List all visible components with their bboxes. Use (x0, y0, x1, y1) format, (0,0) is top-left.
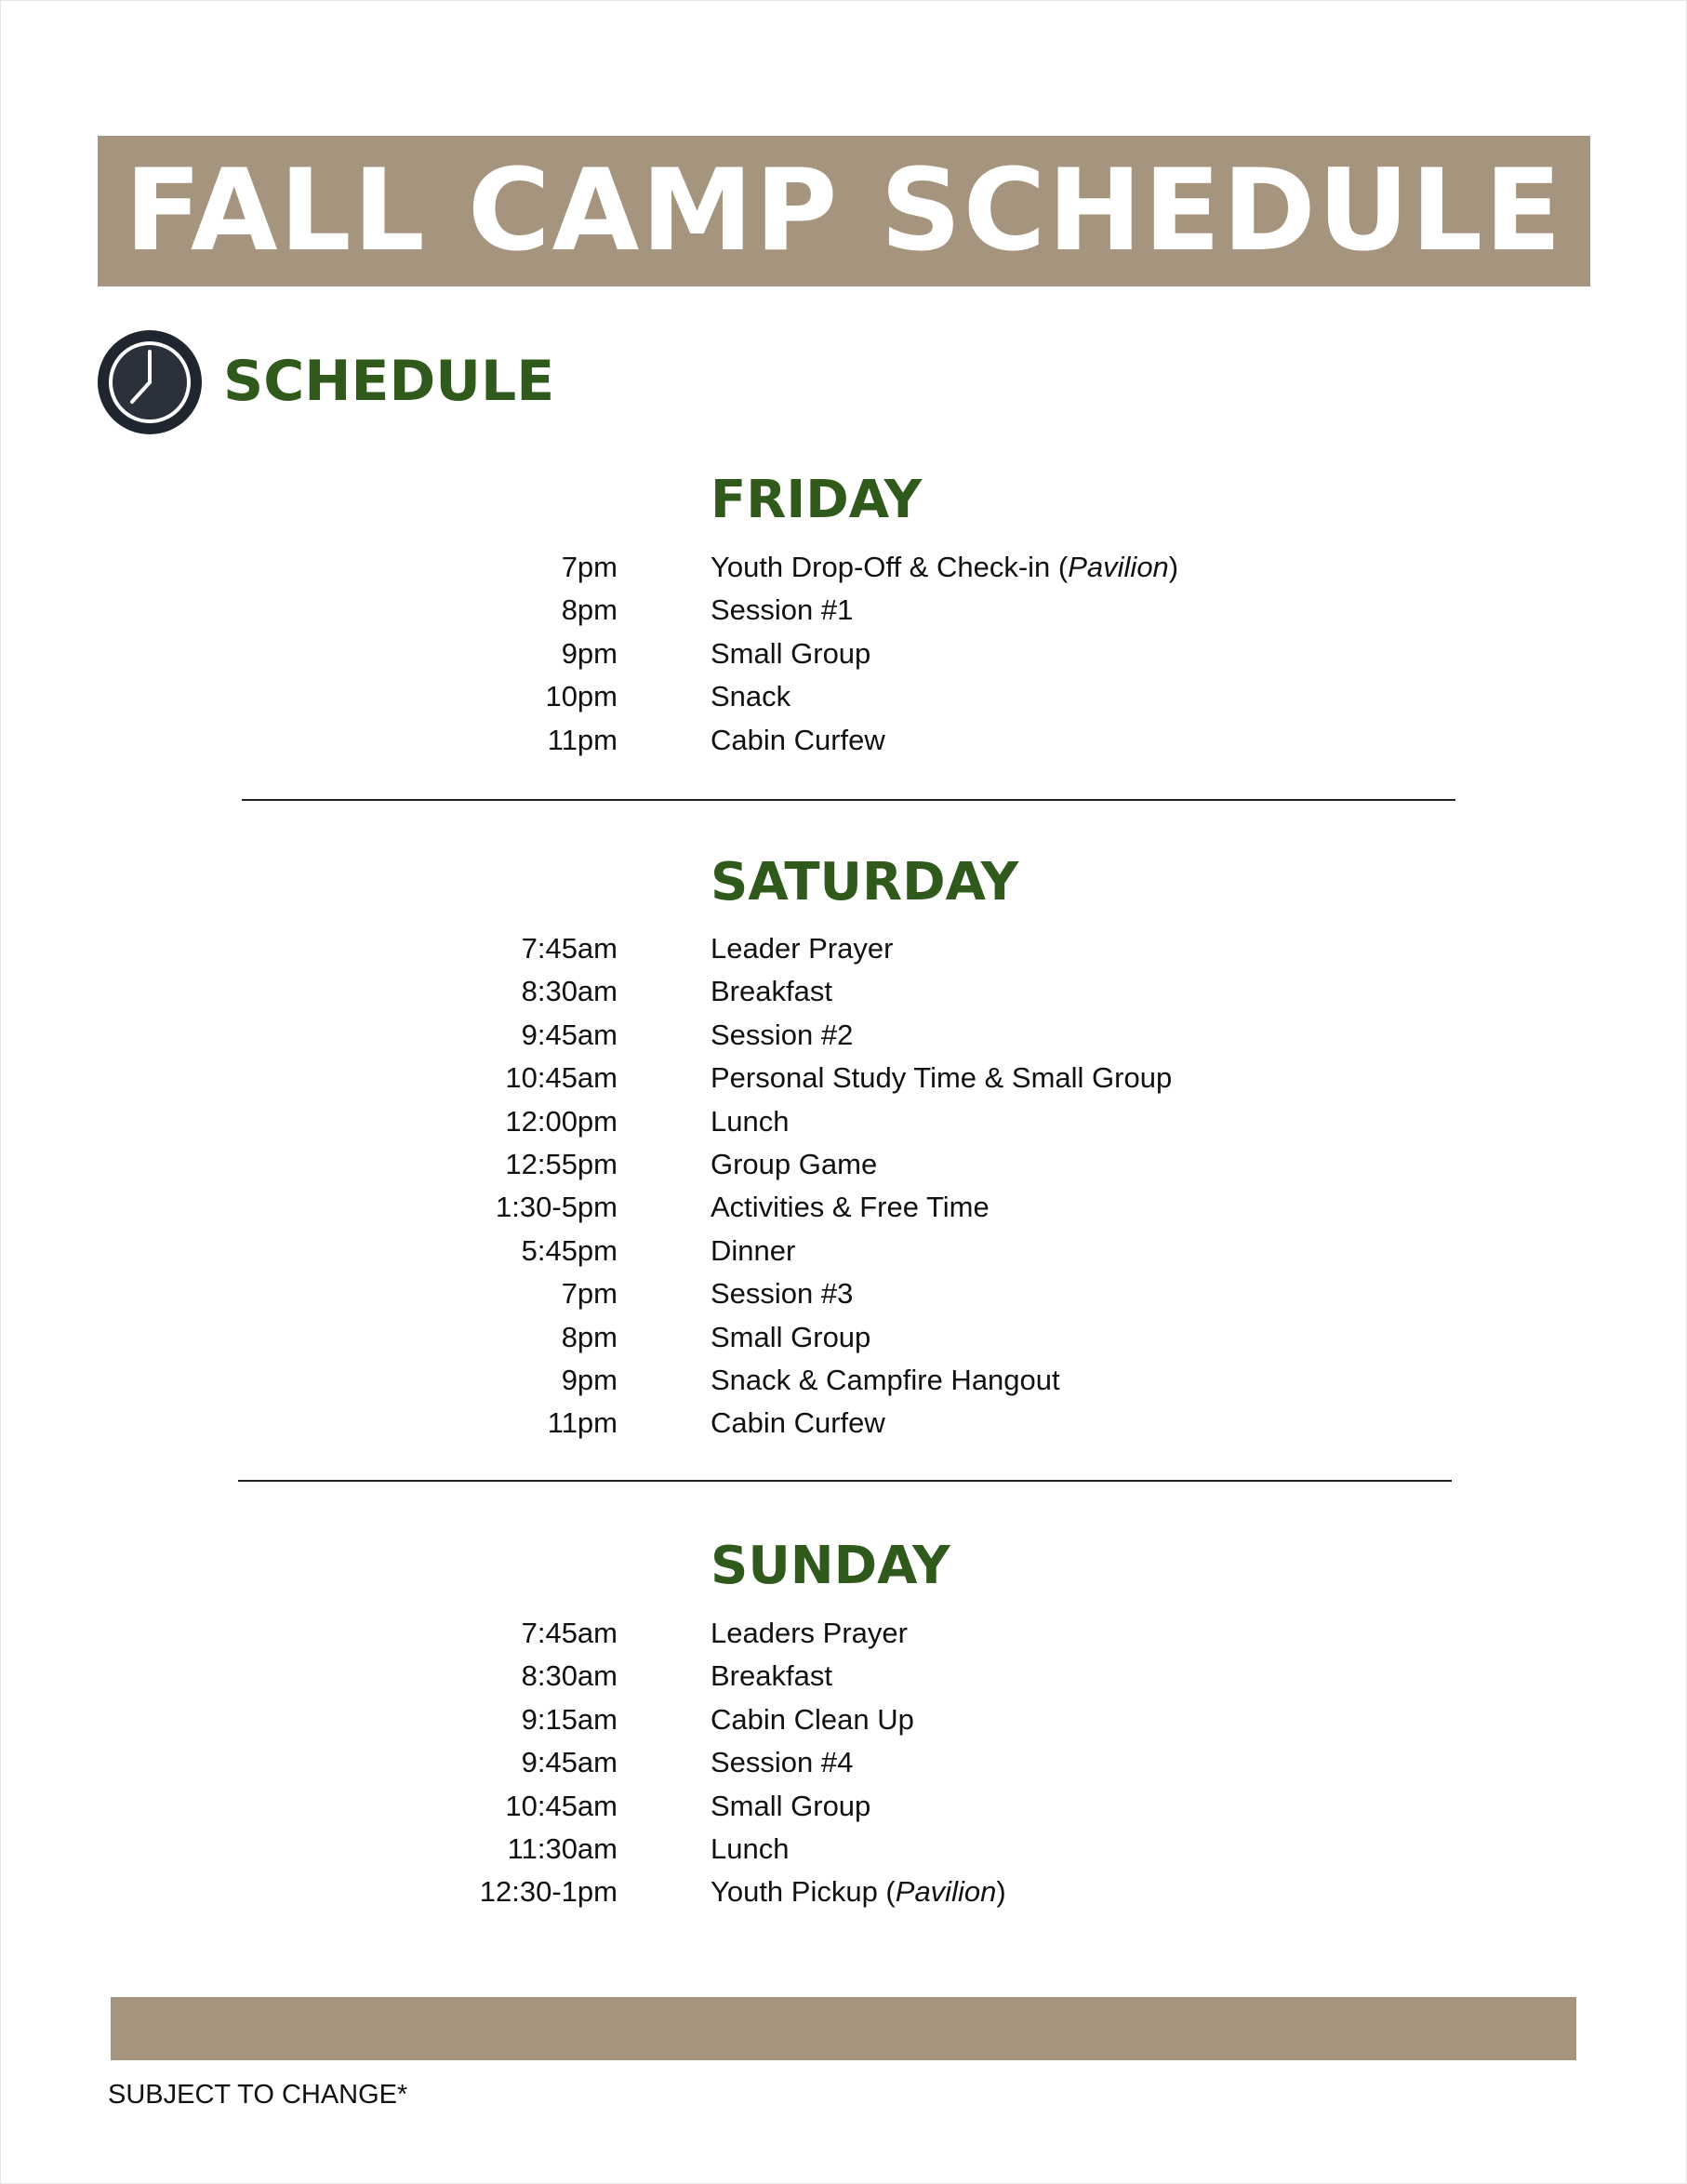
time-label: 10pm (545, 680, 618, 713)
event-label: Small Group (711, 636, 871, 670)
event-label: Breakfast (711, 975, 832, 1008)
schedule-row (0, 675, 1687, 718)
event-label: Activities & Free Time (711, 1191, 990, 1224)
event-label: Lunch (711, 1831, 790, 1865)
event-label: Personal Study Time & Small Group (711, 1061, 1173, 1095)
section-heading: SCHEDULE (223, 349, 555, 414)
time-label: 9pm (561, 1363, 618, 1396)
time-label: 8pm (561, 593, 618, 627)
saturday-schedule (0, 927, 1687, 1445)
time-label: 5:45pm (521, 1233, 618, 1267)
time-label: 8pm (561, 1320, 618, 1353)
event-label: Cabin Curfew (711, 723, 885, 756)
schedule-row (0, 1828, 1687, 1871)
time-label: 7pm (561, 551, 618, 583)
event-label: Snack (711, 680, 791, 713)
event-label: Lunch (711, 1104, 790, 1138)
time-label: 11pm (547, 1406, 618, 1440)
time-label: 7pm (561, 1277, 618, 1311)
time-label: 1:30-5pm (496, 1191, 618, 1224)
event-label: Cabin Curfew (711, 1406, 885, 1440)
page-title: FALL CAMP SCHEDULE (125, 145, 1563, 276)
time-label: 11pm (547, 723, 618, 756)
event-label: Session #3 (711, 1277, 854, 1311)
schedule-row (0, 1785, 1687, 1828)
schedule-row (0, 1316, 1687, 1359)
schedule-row (0, 1402, 1687, 1445)
schedule-row (0, 1871, 1687, 1913)
event-label: Breakfast (711, 1659, 832, 1693)
time-label: 12:00pm (505, 1104, 618, 1138)
schedule-row (0, 1100, 1687, 1143)
schedule-row (0, 1014, 1687, 1057)
time-label: 12:30-1pm (479, 1875, 618, 1909)
event-label: Small Group (711, 1320, 871, 1353)
schedule-row (0, 1143, 1687, 1186)
schedule-row (0, 1359, 1687, 1402)
friday-schedule (0, 546, 1687, 762)
schedule-row (0, 970, 1687, 1013)
time-label: 9:45am (521, 1018, 618, 1051)
time-label: 7:45am (521, 1617, 618, 1649)
footer-bar (111, 1997, 1576, 2060)
schedule-row (0, 1698, 1687, 1741)
event-label: Session #2 (711, 1018, 854, 1051)
divider (242, 799, 1455, 801)
time-label: 10:45am (505, 1789, 618, 1822)
schedule-row (0, 1741, 1687, 1784)
event-label: Session #1 (711, 593, 854, 627)
event-label: Group Game (711, 1147, 878, 1180)
schedule-row (0, 1612, 1687, 1655)
event-label: Cabin Clean Up (711, 1702, 914, 1736)
event-label: Snack & Campfire Hangout (711, 1363, 1060, 1396)
event-label: Session #4 (711, 1746, 854, 1779)
time-label: 7:45am (521, 932, 618, 965)
event-label: Leader Prayer (711, 932, 894, 965)
schedule-row (0, 546, 1687, 589)
event-label: Small Group (711, 1789, 871, 1822)
time-label: 9pm (561, 636, 618, 670)
schedule-row (0, 1655, 1687, 1698)
day-title-friday: FRIDAY (711, 470, 923, 530)
day-title-saturday: SATURDAY (711, 852, 1019, 912)
divider (238, 1480, 1452, 1482)
day-title-sunday: SUNDAY (711, 1536, 950, 1596)
schedule-row (0, 1186, 1687, 1229)
schedule-row (0, 1057, 1687, 1099)
time-label: 10:45am (505, 1061, 618, 1095)
title-banner (98, 136, 1590, 286)
footer-note: SUBJECT TO CHANGE* (108, 2080, 408, 2110)
schedule-row (0, 1230, 1687, 1272)
schedule-row (0, 927, 1687, 970)
time-label: 8:30am (521, 1659, 618, 1693)
schedule-row (0, 1272, 1687, 1315)
time-label: 9:45am (521, 1746, 618, 1779)
location-label: Pavilion (1068, 551, 1169, 583)
schedule-row (0, 589, 1687, 632)
clock-icon (97, 329, 203, 435)
event-label: Youth Pickup (Pavilion) (711, 1875, 1006, 1909)
schedule-row (0, 719, 1687, 762)
event-label: Leaders Prayer (711, 1617, 908, 1649)
time-label: 8:30am (521, 975, 618, 1008)
schedule-row (0, 633, 1687, 675)
sunday-schedule (0, 1612, 1687, 1914)
time-label: 11:30am (507, 1831, 618, 1865)
event-label: Youth Drop-Off & Check-in (Pavilion) (711, 551, 1179, 583)
location-label: Pavilion (895, 1875, 997, 1909)
time-label: 12:55pm (505, 1147, 618, 1180)
time-label: 9:15am (521, 1702, 618, 1736)
event-label: Dinner (711, 1233, 796, 1267)
